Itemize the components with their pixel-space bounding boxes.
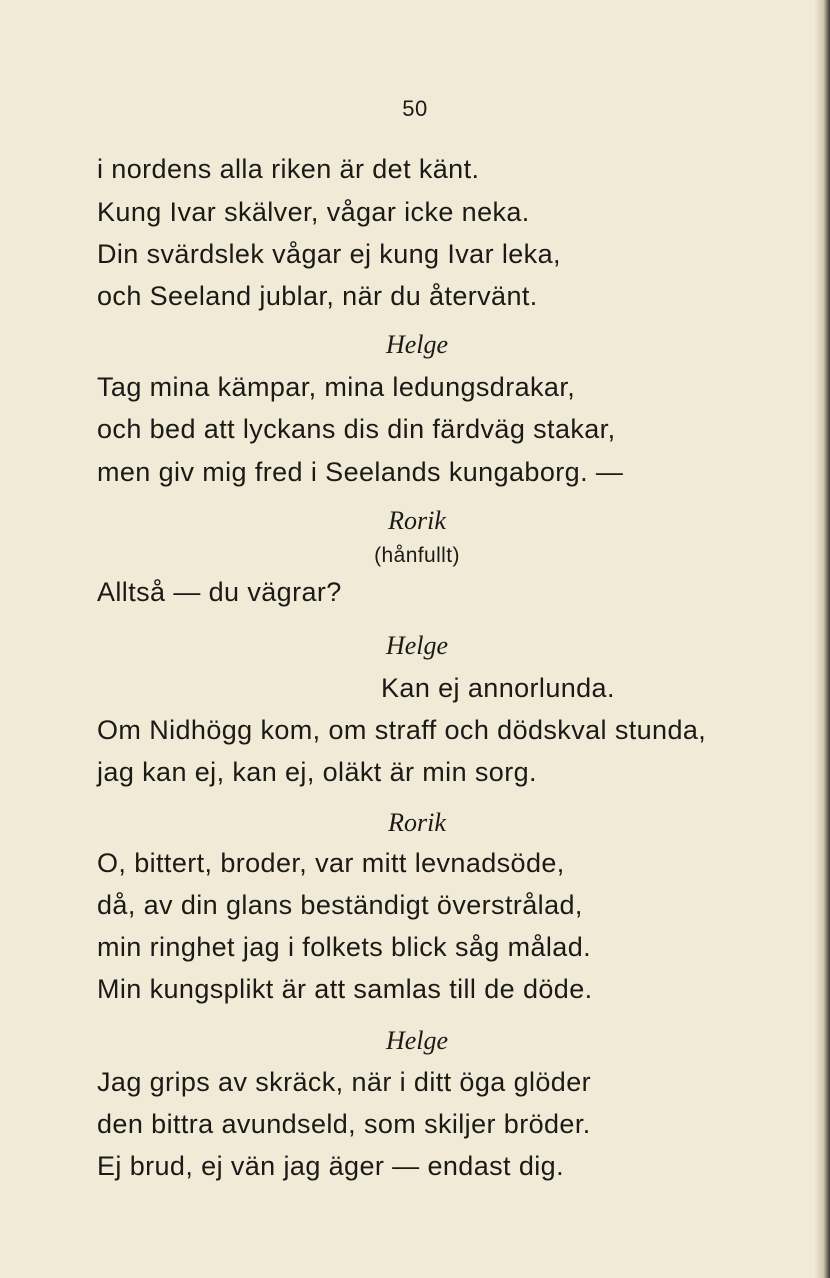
verse-line: då, av din glans beständigt överstrålad, <box>97 890 583 920</box>
speaker-name: Helge <box>385 631 449 660</box>
speaker-name: Rorik <box>388 808 446 837</box>
verse-line: Jag grips av skräck, när i ditt öga glöder <box>97 1067 592 1097</box>
verse-line: i nordens alla riken är det känt. <box>97 154 480 184</box>
verse-line: jag kan ej, kan ej, oläkt är min sorg. <box>97 757 537 787</box>
speaker-name: Helge <box>385 330 449 359</box>
verse-line: Din svärdslek vågar ej kung Ivar leka, <box>97 239 561 269</box>
speaker-name: Helge <box>385 1026 449 1055</box>
verse-line: och bed att lyckans dis din färdväg stakar, <box>97 414 616 444</box>
verse-line: Min kungsplikt är att samlas till de döde. <box>97 974 593 1004</box>
page-number: 50 <box>402 96 428 121</box>
verse-line: den bittra avundseld, som skiljer bröder. <box>97 1109 591 1139</box>
verse-line: Kan ej annorlunda. <box>381 673 615 703</box>
verse-line: O, bittert, broder, var mitt levnadsöde, <box>97 848 565 878</box>
verse-line: Alltså — du vägrar? <box>97 577 342 607</box>
verse-line: min ringhet jag i folkets blick såg målad. <box>97 932 592 962</box>
verse-line: och Seeland jublar, när du återvänt. <box>97 281 538 311</box>
verse-line: Tag mina kämpar, mina ledungsdrakar, <box>97 372 576 402</box>
verse-line: Ej brud, ej vän jag äger — endast dig. <box>97 1151 564 1181</box>
verse-line: men giv mig fred i Seelands kungaborg. — <box>97 457 624 487</box>
verse-line: Om Nidhögg kom, om straff och dödskval stunda, <box>97 715 707 745</box>
stage-direction: (hånfullt) <box>374 544 460 567</box>
speaker-name: Rorik <box>388 506 446 535</box>
verse-line: Kung Ivar skälver, vågar icke neka. <box>97 197 530 227</box>
